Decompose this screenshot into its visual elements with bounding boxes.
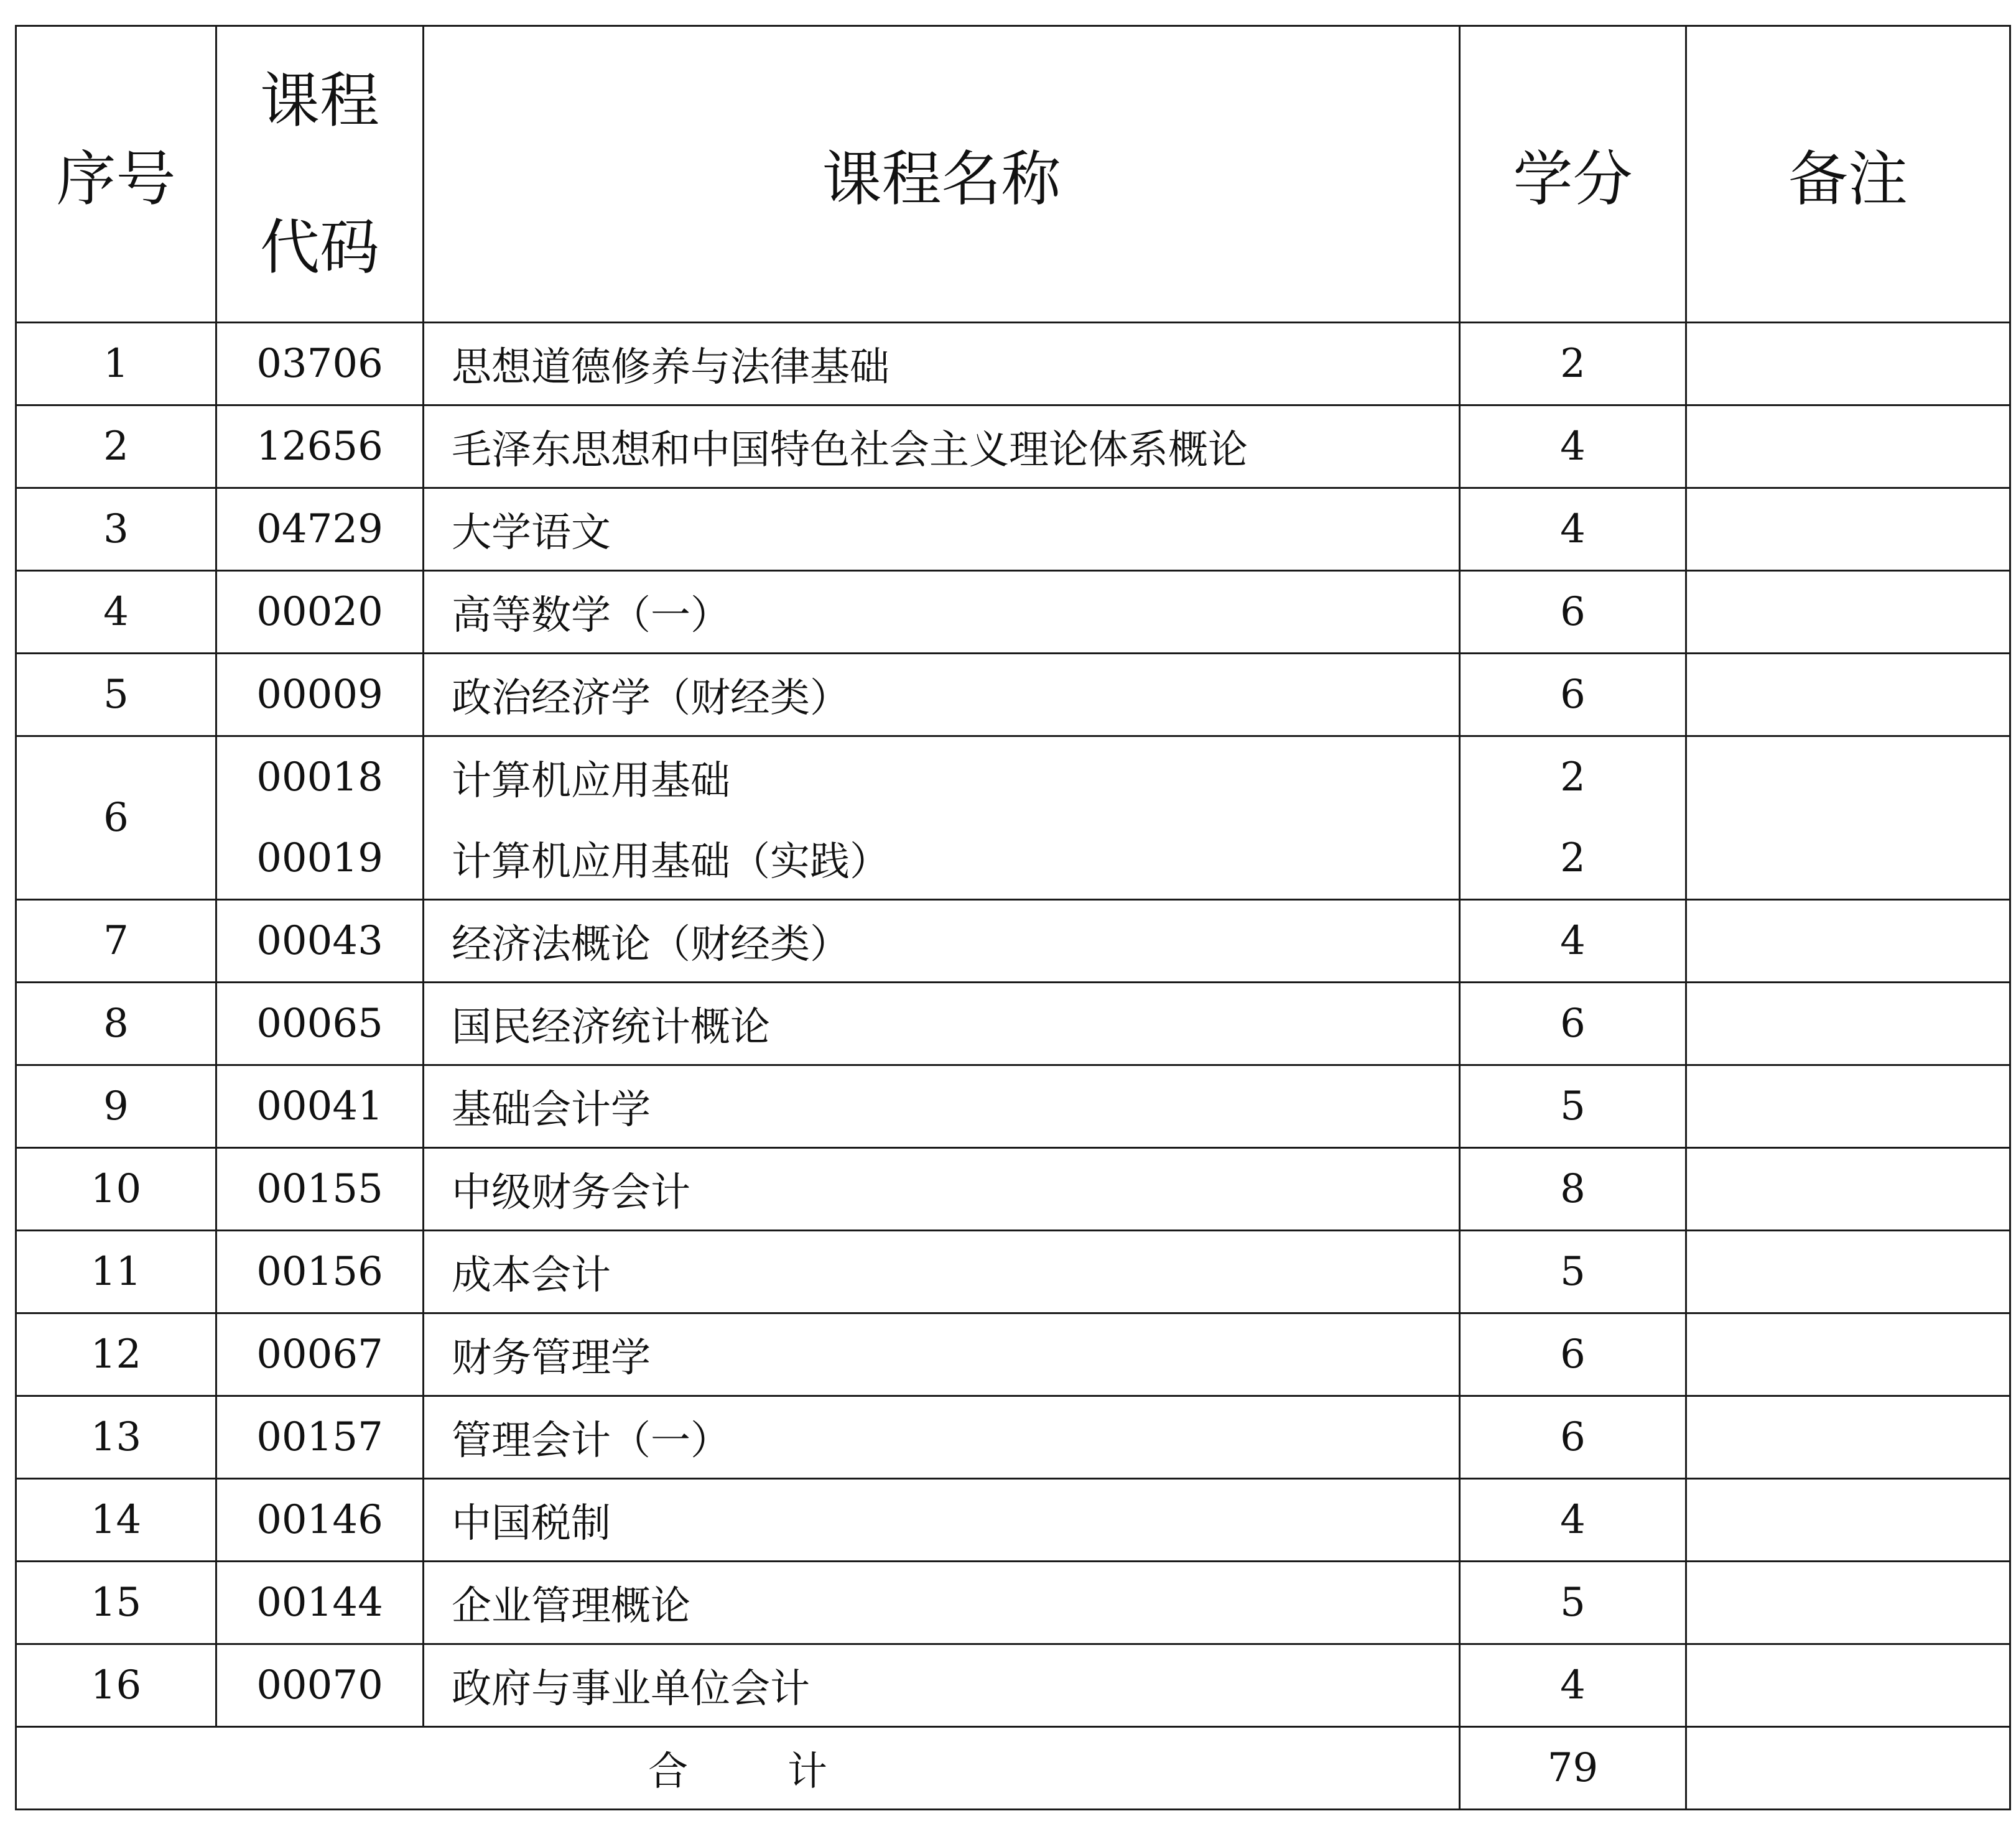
row-seq: 5	[16, 654, 216, 736]
header-seq: 序号	[16, 26, 216, 323]
row-code: 04729	[216, 488, 424, 571]
row-code: 00018	[216, 736, 424, 818]
row-course-name: 高等数学（一）	[424, 571, 1460, 654]
row-credit: 6	[1460, 1313, 1686, 1396]
row-code: 00070	[216, 1644, 424, 1727]
row-remark	[1686, 900, 2010, 983]
row-seq: 10	[16, 1148, 216, 1231]
row-credit: 5	[1460, 1231, 1686, 1313]
row-course-name: 计算机应用基础（实践）	[424, 818, 1460, 900]
row-credit: 8	[1460, 1148, 1686, 1231]
table-row	[16, 405, 2010, 488]
row-course-name: 计算机应用基础	[424, 736, 1460, 818]
row-remark	[1686, 1479, 2010, 1562]
row-course-name: 中国税制	[424, 1479, 1460, 1562]
table-row	[16, 488, 2010, 571]
row-remark	[1686, 323, 2010, 405]
table-row	[16, 1396, 2010, 1479]
table-row	[16, 323, 2010, 405]
row-seq: 11	[16, 1231, 216, 1313]
total-label	[16, 1727, 1460, 1810]
table-header-row	[16, 26, 2010, 323]
row-credit: 4	[1460, 1644, 1686, 1727]
row-course-name: 中级财务会计	[424, 1148, 1460, 1231]
total-label-part2: 计	[787, 1749, 827, 1795]
row-credit: 4	[1460, 405, 1686, 488]
table-row	[16, 1231, 2010, 1313]
table-row	[16, 1562, 2010, 1644]
row-code: 00144	[216, 1562, 424, 1644]
row-code: 00157	[216, 1396, 424, 1479]
table-row	[16, 654, 2010, 736]
row-course-name: 基础会计学	[424, 1065, 1460, 1148]
row-course-name: 成本会计	[424, 1231, 1460, 1313]
row-seq: 8	[16, 983, 216, 1065]
row-code: 00146	[216, 1479, 424, 1562]
table-row	[16, 1065, 2010, 1148]
row-remark	[1686, 1396, 2010, 1479]
row-code: 03706	[216, 323, 424, 405]
row-credit: 5	[1460, 1562, 1686, 1644]
table-row	[16, 736, 2010, 818]
table-row	[16, 1148, 2010, 1231]
table-row	[16, 1479, 2010, 1562]
row-course-name: 政府与事业单位会计	[424, 1644, 1460, 1727]
row-seq: 15	[16, 1562, 216, 1644]
header-course-name: 课程名称	[424, 26, 1460, 323]
row-course-name: 大学语文	[424, 488, 1460, 571]
row-remark	[1686, 983, 2010, 1065]
header-remark: 备注	[1686, 26, 2010, 323]
row-seq: 6	[16, 736, 216, 900]
row-credit: 6	[1460, 1396, 1686, 1479]
row-course-name: 政治经济学（财经类）	[424, 654, 1460, 736]
row-code: 12656	[216, 405, 424, 488]
row-remark	[1686, 571, 2010, 654]
row-credit: 4	[1460, 488, 1686, 571]
header-course-code-line1: 课程	[260, 66, 379, 136]
row-credit: 4	[1460, 1479, 1686, 1562]
row-seq: 4	[16, 571, 216, 654]
total-credit: 79	[1460, 1727, 1686, 1810]
row-seq: 1	[16, 323, 216, 405]
row-code: 00041	[216, 1065, 424, 1148]
row-remark	[1686, 1148, 2010, 1231]
table-row	[16, 900, 2010, 983]
row-credit: 5	[1460, 1065, 1686, 1148]
row-seq: 9	[16, 1065, 216, 1148]
row-credit: 2	[1460, 323, 1686, 405]
row-seq: 16	[16, 1644, 216, 1727]
row-code: 00043	[216, 900, 424, 983]
row-code: 00065	[216, 983, 424, 1065]
header-course-code	[216, 26, 424, 323]
row-seq: 12	[16, 1313, 216, 1396]
table-row	[16, 1313, 2010, 1396]
row-remark	[1686, 1644, 2010, 1727]
row-code: 00019	[216, 818, 424, 900]
row-remark	[1686, 1231, 2010, 1313]
total-label-part1: 合	[648, 1749, 688, 1795]
row-credit: 2	[1460, 736, 1686, 818]
row-course-name: 思想道德修养与法律基础	[424, 323, 1460, 405]
total-row	[16, 1727, 2010, 1810]
header-credit: 学分	[1460, 26, 1686, 323]
row-course-name: 财务管理学	[424, 1313, 1460, 1396]
row-course-name: 毛泽东思想和中国特色社会主义理论体系概论	[424, 405, 1460, 488]
row-credit: 2	[1460, 818, 1686, 900]
row-credit: 6	[1460, 983, 1686, 1065]
row-code: 00009	[216, 654, 424, 736]
row-remark	[1686, 488, 2010, 571]
row-seq: 2	[16, 405, 216, 488]
total-remark	[1686, 1727, 2010, 1810]
row-remark	[1686, 654, 2010, 736]
row-code: 00020	[216, 571, 424, 654]
row-seq: 14	[16, 1479, 216, 1562]
table-row	[16, 983, 2010, 1065]
row-course-name: 企业管理概论	[424, 1562, 1460, 1644]
course-table	[15, 25, 2011, 1810]
row-credit: 4	[1460, 900, 1686, 983]
row-remark	[1686, 736, 2010, 900]
row-credit: 6	[1460, 654, 1686, 736]
row-code: 00067	[216, 1313, 424, 1396]
row-remark	[1686, 405, 2010, 488]
row-credit: 6	[1460, 571, 1686, 654]
header-course-code-line2: 代码	[260, 213, 379, 282]
row-seq: 13	[16, 1396, 216, 1479]
row-code: 00156	[216, 1231, 424, 1313]
row-seq: 3	[16, 488, 216, 571]
row-remark	[1686, 1562, 2010, 1644]
row-remark	[1686, 1313, 2010, 1396]
table-row	[16, 571, 2010, 654]
row-course-name: 管理会计（一）	[424, 1396, 1460, 1479]
row-seq: 7	[16, 900, 216, 983]
table-row	[16, 1644, 2010, 1727]
row-course-name: 国民经济统计概论	[424, 983, 1460, 1065]
row-remark	[1686, 1065, 2010, 1148]
row-course-name: 经济法概论（财经类）	[424, 900, 1460, 983]
row-code: 00155	[216, 1148, 424, 1231]
